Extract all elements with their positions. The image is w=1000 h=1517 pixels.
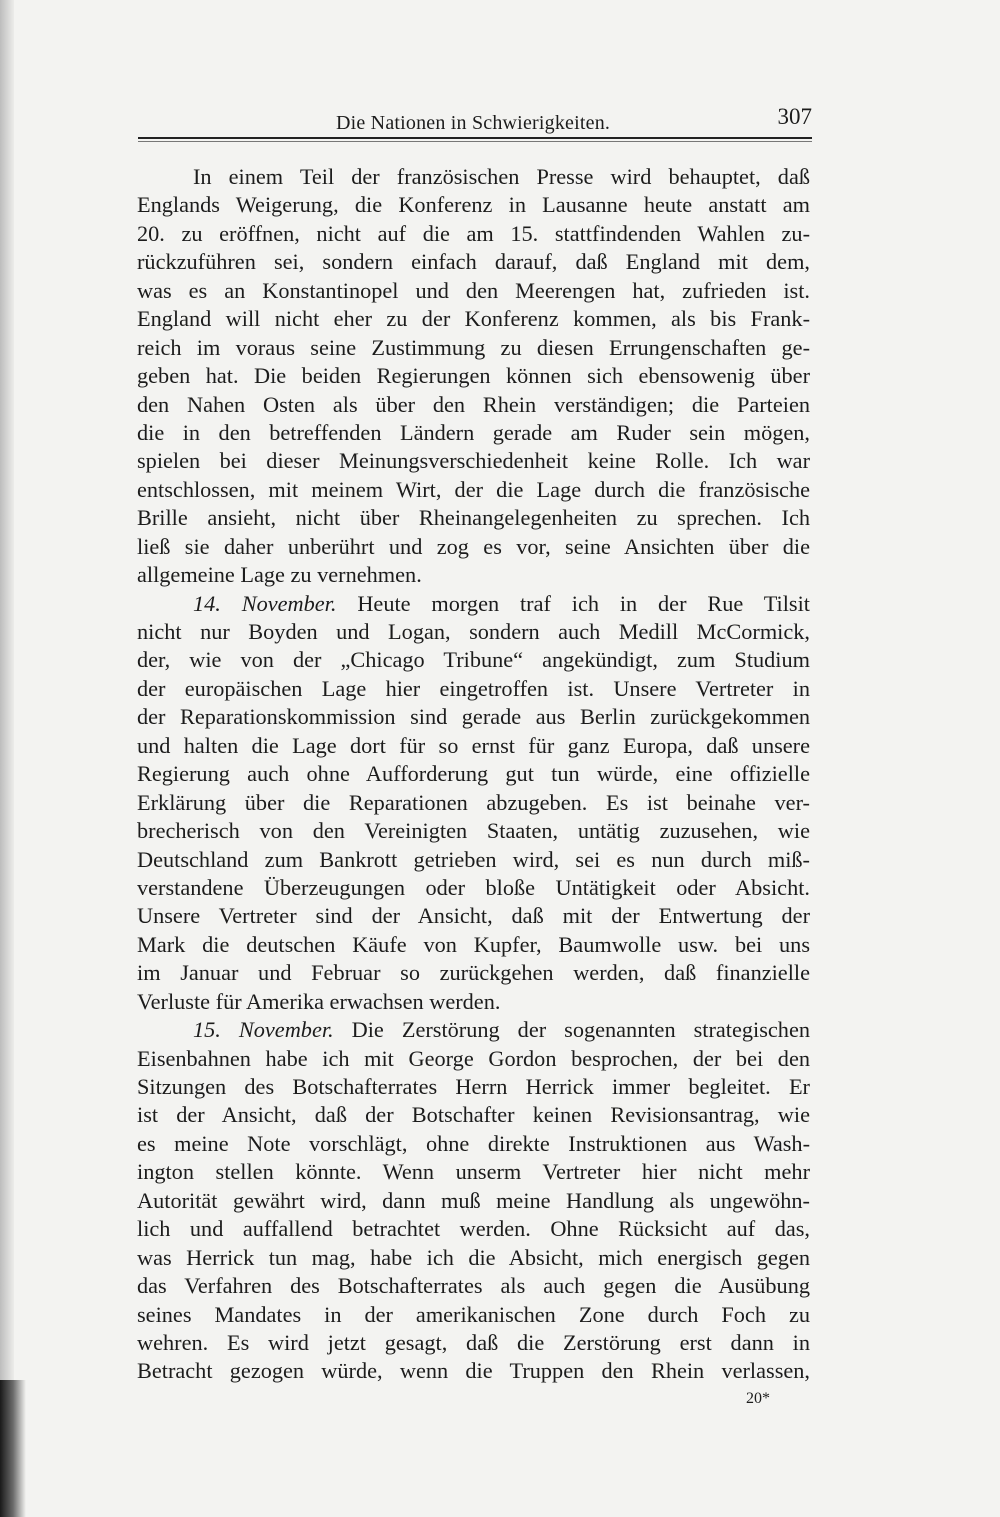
line-text: die in den betreffenden Ländern gerade am Ruder sein mögen, xyxy=(137,419,810,445)
text-line xyxy=(137,874,810,902)
line-text: entschlossen, mit meinem Wirt, der die Lage durch die französische xyxy=(137,476,810,502)
page-number: 307 xyxy=(777,104,812,129)
text-line xyxy=(137,305,810,333)
text-line xyxy=(137,732,810,760)
line-text: der europäischen Lage hier eingetroffen ist. Unsere Vertreter in xyxy=(137,675,810,701)
page-edge-shadow xyxy=(0,0,14,1517)
line-text: was Herrick tun mag, habe ich die Absicht, mich energisch gegen xyxy=(137,1244,810,1270)
line-text: Sitzungen des Botschafterrates Herrn Herrick immer begleitet. Er xyxy=(137,1074,810,1099)
text-line xyxy=(137,504,810,532)
text-line xyxy=(137,618,810,646)
line-text: Englands Weigerung, die Konferenz in Lausanne heute anstatt am xyxy=(137,192,810,218)
text-line xyxy=(137,590,810,618)
text-line xyxy=(137,931,810,959)
text-line xyxy=(137,1045,810,1073)
line-text: Betracht gezogen würde, wenn die Truppen den Rhein verlassen, xyxy=(137,1358,810,1384)
header-rule xyxy=(138,137,812,139)
header-rule-thin xyxy=(138,141,812,142)
text-line xyxy=(137,1101,810,1129)
line-text: der, wie von der „Chicago Tribune“ angekündigt, zum Studium xyxy=(137,647,810,673)
line-text: ington stellen könnte. Wenn unserm Vertreter hier nicht mehr xyxy=(137,1159,810,1185)
line-text: geben hat. Die beiden Regierungen können sich ebensowenig über xyxy=(137,363,810,389)
line-text: verstandene Überzeugungen oder bloße Untätigkeit oder Absicht. xyxy=(137,874,810,900)
line-text: spielen bei dieser Meinungsverschiedenheit keine Rolle. Ich war xyxy=(137,448,810,474)
text-line xyxy=(137,1130,810,1158)
line-text: allgemeine Lage zu vernehmen. xyxy=(137,562,422,588)
text-line xyxy=(137,1272,810,1300)
page-header xyxy=(138,104,812,134)
line-text: Eisenbahnen habe ich mit George Gordon besprochen, der bei den xyxy=(137,1045,810,1071)
text-line xyxy=(137,1187,810,1215)
line-text: und halten die Lage dort für so ernst für ganz Europa, daß unsere xyxy=(137,732,810,758)
line-text: brecherisch von den Vereinigten Staaten, untätig zuzusehen, wie xyxy=(137,818,810,844)
line-text: Brille ansieht, nicht über Rheinangelegenheiten zu sprechen. Ich xyxy=(137,505,810,531)
line-text: rückzuführen sei, sondern einfach darauf, daß England mit dem, xyxy=(137,249,810,275)
date-heading: 14. November. xyxy=(193,590,337,616)
text-line xyxy=(137,703,810,731)
binding-shadow xyxy=(0,1380,26,1517)
text-line xyxy=(137,760,810,788)
line-text: nicht nur Boyden und Logan, sondern auch Medill McCormick, xyxy=(137,619,810,644)
line-text: Regierung auch ohne Aufforderung gut tun würde, eine offizielle xyxy=(137,761,810,787)
text-line xyxy=(137,362,810,390)
text-line xyxy=(137,533,810,561)
line-text: Deutschland zum Bankrott getrieben wird, sei es nun durch miß- xyxy=(137,846,810,872)
text-line xyxy=(137,902,810,930)
body-text xyxy=(137,163,810,1386)
text-line xyxy=(137,1244,810,1272)
line-text: England will nicht eher zu der Konferenz kommen, als bis Frank- xyxy=(137,306,810,332)
text-line xyxy=(137,419,810,447)
text-line xyxy=(137,646,810,674)
line-text: was es an Konstantinopel und den Meerengen hat, zufrieden ist. xyxy=(137,277,810,303)
text-line xyxy=(137,163,810,191)
text-line xyxy=(137,1215,810,1243)
line-text: es meine Note vorschlägt, ohne direkte Instruktionen aus Wash- xyxy=(137,1130,810,1156)
line-text: wehren. Es wird jetzt gesagt, daß die Zerstörung erst dann in xyxy=(137,1329,810,1355)
text-line xyxy=(137,817,810,845)
line-text: seines Mandates in der amerikanischen Zone durch Foch zu xyxy=(137,1301,810,1327)
text-line xyxy=(137,561,810,589)
line-text: ist der Ansicht, daß der Botschafter keinen Revisionsantrag, wie xyxy=(137,1102,810,1128)
text-line xyxy=(137,789,810,817)
text-line xyxy=(137,1073,810,1101)
line-text: Unsere Vertreter sind der Ansicht, daß mit der Entwertung der xyxy=(137,903,810,929)
text-line xyxy=(137,447,810,475)
signature-mark: 20* xyxy=(746,1390,770,1407)
text-line xyxy=(137,675,810,703)
line-text: reich im voraus seine Zustimmung zu diesen Errungenschaften ge- xyxy=(137,334,810,360)
text-line xyxy=(137,1357,810,1385)
date-heading: 15. November. xyxy=(193,1017,334,1043)
text-line xyxy=(137,988,810,1016)
line-text: lich und auffallend betrachtet werden. Ohne Rücksicht auf das, xyxy=(137,1216,810,1242)
text-line xyxy=(137,476,810,504)
text-line xyxy=(137,1016,810,1044)
line-text: Verluste für Amerika erwachsen werden. xyxy=(137,988,501,1014)
line-text: In einem Teil der französischen Presse wird behauptet, daß xyxy=(193,164,810,189)
text-line xyxy=(137,391,810,419)
text-line xyxy=(137,334,810,362)
text-line xyxy=(137,191,810,219)
running-title: Die Nationen in Schwierigkeiten. xyxy=(336,112,611,134)
line-text: ließ sie daher unberührt und zog es vor, seine Ansichten über die xyxy=(137,533,810,559)
line-text: das Verfahren des Botschafterrates als auch gegen die Ausübung xyxy=(137,1273,810,1299)
text-line xyxy=(137,277,810,305)
text-line xyxy=(137,1329,810,1357)
line-text: der Reparationskommission sind gerade aus Berlin zurückgekommen xyxy=(137,704,810,730)
line-text: Erklärung über die Reparationen abzugeben. Es ist beinahe ver- xyxy=(137,789,810,815)
text-line xyxy=(137,1301,810,1329)
line-text: 20. zu eröffnen, nicht auf die am 15. stattfindenden Wahlen zu- xyxy=(137,220,810,246)
line-text: Die Zerstörung der sogenannten strategischen xyxy=(333,1017,810,1043)
line-text: Heute morgen traf ich in der Rue Tilsit xyxy=(336,590,810,616)
line-text: Mark die deutschen Käufe von Kupfer, Baumwolle usw. bei uns xyxy=(137,931,810,957)
text-line xyxy=(137,248,810,276)
line-text: den Nahen Osten als über den Rhein verständigen; die Parteien xyxy=(137,391,810,417)
text-line xyxy=(137,1158,810,1186)
text-line xyxy=(137,846,810,874)
text-line xyxy=(137,959,810,987)
line-text: Autorität gewährt wird, dann muß meine Handlung als ungewöhn- xyxy=(137,1187,810,1213)
line-text: im Januar und Februar so zurückgehen werden, daß finanzielle xyxy=(137,960,810,986)
text-line xyxy=(137,220,810,248)
